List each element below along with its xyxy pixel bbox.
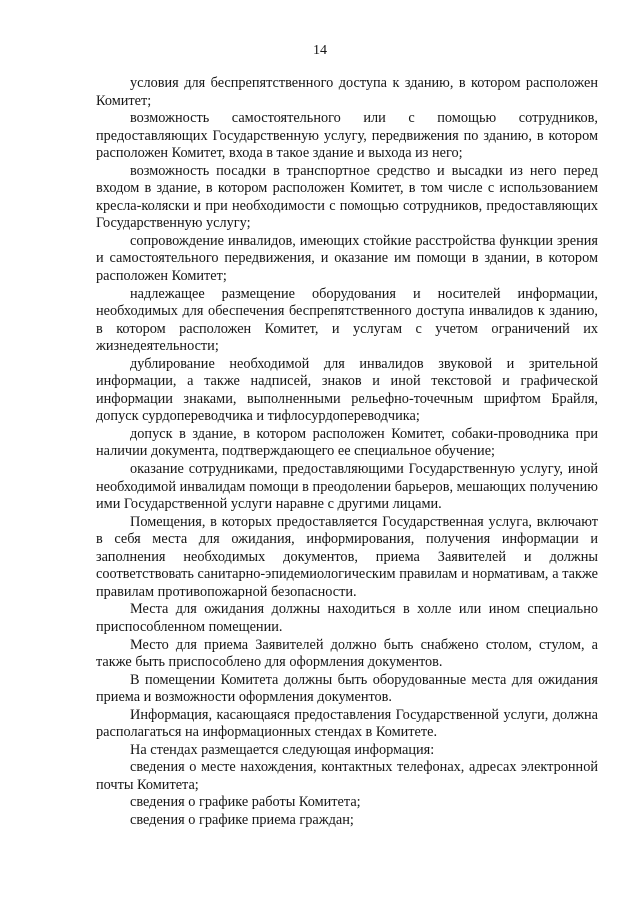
paragraph-reception-schedule: сведения о графике приема граждан;: [130, 811, 354, 828]
paragraph-movement-in-building: возможность самостоятельного или с помощью сотрудников, предоставляющих Государственную услугу, передвижения по зданию, в котором расположен Комитет, входа в такое здание и выхода из него;: [96, 110, 598, 162]
paragraph-work-schedule: сведения о графике работы Комитета;: [130, 794, 361, 811]
paragraph-equipment-placement: надлежащее размещение оборудования и носителей информации, необходимых для обеспечения беспрепятственного доступа инвалидов к зданию, в котором расположен Комитет, и услугам с учетом ограничений их жизнедеятельности;: [96, 285, 598, 355]
page-number: 14: [313, 43, 327, 58]
document-body: [96, 75, 598, 830]
paragraph-contact-info: сведения о месте нахождения, контактных телефонах, адресах электронной почты Комитета;: [96, 759, 598, 793]
paragraph-premises-requirements: Помещения, в которых предоставляется Государственная услуга, включают в себя места для ожидания, информирования, получения информации и заполнения необходимых документов, приема Заявителей и должны соответствовать санитарно-эпидемиологическим правилам и нормативам, а также правилам противопожарной безопасности.: [96, 513, 598, 600]
paragraph-escort-disabled: сопровождение инвалидов, имеющих стойкие расстройства функции зрения и самостоятельного передвижения, и оказание им помощи в здании, в котором расположен Комитет;: [96, 232, 598, 285]
paragraph-guide-dog: допуск в здание, в котором расположен Комитет, собаки-проводника при наличии документа, подтверждающего ее специальное обучение;: [96, 425, 598, 460]
paragraph-braille-duplication: дублирование необходимой для инвалидов звуковой и зрительной информации, а также надписей, знаков и иной текстовой и графической информации знаками, выполненными рельефно-точечным шрифтом Брайля, допуск сурдопереводчика и тифлосурдопереводчика;: [96, 355, 598, 425]
paragraph-accessible-entry: условия для беспрепятственного доступа к зданию, в котором расположен Комитет;: [96, 75, 598, 109]
paragraph-waiting-places: Места для ожидания должны находиться в холле или ином специально приспособленном помещении.: [96, 601, 598, 635]
paragraph-information-stands: Информация, касающаяся предоставления Государственной услуги, должна располагаться на информационных стендах в Комитете.: [96, 706, 598, 741]
paragraph-stand-contents-intro: На стендах размещается следующая информация:: [130, 741, 435, 758]
paragraph-staff-assistance: оказание сотрудниками, предоставляющими Государственную услугу, иной необходимой инвалидам помощи в преодолении барьеров, мешающих получению ими Государственной услуги наравне с другими лицами.: [96, 461, 598, 513]
paragraph-vehicle-boarding: возможность посадки в транспортное средство и высадки из него перед входом в здание, в котором расположен Комитет, в том числе с использованием кресла-коляски и при необходимости с помощью сотрудников, предоставляющих Государственную услугу;: [96, 162, 598, 232]
paragraph-equipped-places: В помещении Комитета должны быть оборудованные места для ожидания приема и возможности оформления документов.: [96, 671, 598, 706]
paragraph-reception-place: Место для приема Заявителей должно быть снабжено столом, стулом, а также быть приспособлено для оформления документов.: [96, 636, 598, 671]
